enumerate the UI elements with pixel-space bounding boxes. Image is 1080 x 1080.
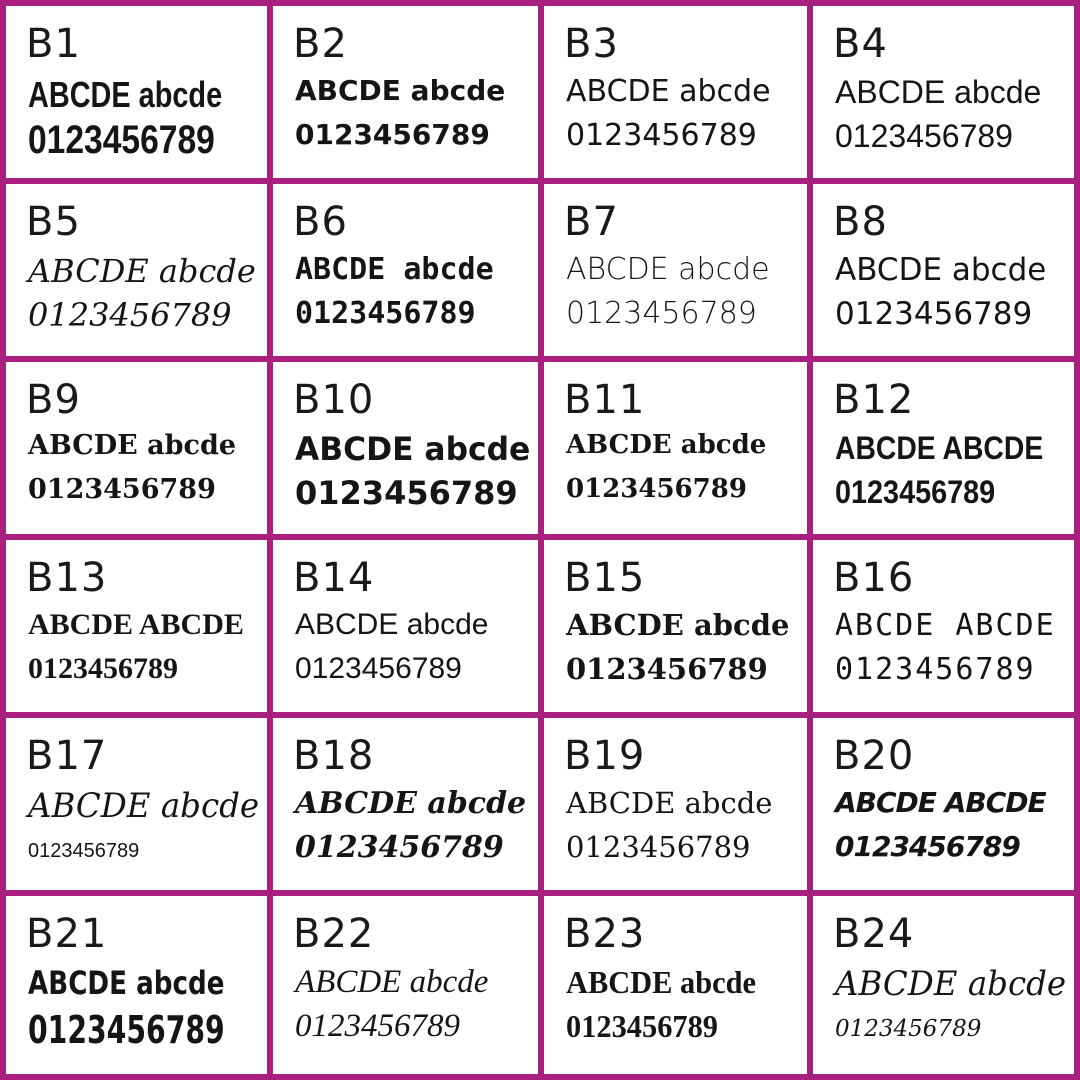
sample-digits: 0123456789 [566,830,751,864]
font-code: B9 [26,377,81,423]
font-code: B2 [293,21,348,67]
sample-letters: ABCDE abcde [295,252,494,287]
font-cell-b3[interactable] [544,6,807,178]
sample-digits: 0123456789 [835,652,1036,687]
sample-digits: 0123456789 [295,296,476,331]
font-cell-b20[interactable] [813,718,1074,890]
sample-letters: ABCDE abcde [28,964,225,1002]
sample-letters: ABCDE abcde [28,252,256,290]
sample-digits: 0123456789 [295,474,518,512]
font-cell-b10[interactable] [273,362,538,534]
font-cell-b18[interactable] [273,718,538,890]
font-cell-b17[interactable] [6,718,267,890]
font-cell-b22[interactable] [273,896,538,1074]
sample-letters: ABCDE ABCDE [28,608,244,641]
font-code: B17 [26,733,108,779]
font-code: B14 [293,555,375,601]
sample-digits: 0123456789 [566,118,757,153]
sample-letters: ABCDE abcde [566,964,757,1000]
font-cell-b1[interactable] [6,6,267,178]
font-code: B19 [564,733,646,779]
sample-letters: ABCDE abcde [835,74,1042,110]
sample-digits: 0123456789 [566,652,768,686]
font-code: B5 [26,199,81,245]
sample-digits: 0123456789 [28,296,232,334]
sample-letters: ABCDE abcde [295,430,531,468]
font-cell-b13[interactable] [6,540,267,712]
font-code: B4 [833,21,888,67]
font-code: B16 [833,555,915,601]
font-code: B11 [564,377,646,423]
font-cell-b8[interactable] [813,184,1074,356]
font-cell-b14[interactable] [273,540,538,712]
sample-digits: 0123456789 [835,296,1033,332]
font-cell-b24[interactable] [813,896,1074,1074]
sample-digits: 0123456789 [566,296,757,331]
sample-letters: ABCDE abcde [835,252,1047,288]
font-code: B6 [293,199,348,245]
font-code: B13 [26,555,108,601]
sample-digits: 0123456789 [28,118,215,162]
sample-digits: 0123456789 [835,1016,982,1042]
sample-letters: ABCDE abcde [28,786,260,826]
sample-digits: 0123456789 [28,1008,225,1052]
font-cell-b23[interactable] [544,896,807,1074]
sample-letters: ABCDE ABCDE [835,786,1046,819]
font-cell-b16[interactable] [813,540,1074,712]
sample-letters: ABCDE ABCDE [835,430,1044,466]
sample-letters: ABCDE abcde [566,74,771,109]
font-cell-b2[interactable] [273,6,538,178]
font-code: B24 [833,911,915,957]
font-code: B21 [26,911,108,957]
sample-digits: 0123456789 [566,474,747,504]
sample-digits: 0123456789 [295,118,490,151]
sample-digits: 0123456789 [835,474,996,510]
sample-digits: 0123456789 [295,1008,460,1044]
sample-digits: 0123456789 [835,118,1013,154]
font-code: B23 [564,911,646,957]
sample-letters: ABCDE abcde [295,964,489,1000]
font-code: B10 [293,377,375,423]
font-code: B18 [293,733,375,779]
sample-letters: ABCDE abcde [566,786,773,820]
font-code: B15 [564,555,646,601]
sample-letters: ABCDE ABCDE [835,608,1056,643]
font-code: B20 [833,733,915,779]
font-code: B22 [293,911,375,957]
font-cell-b9[interactable] [6,362,267,534]
font-cell-b6[interactable] [273,184,538,356]
sample-letters: ABCDE abcde [566,608,790,642]
sample-digits: 0123456789 [28,652,178,685]
font-code: B12 [833,377,915,423]
sample-letters: ABCDE abcde [295,608,489,641]
sample-letters: ABCDE abcde [28,74,223,115]
sample-letters: ABCDE abcde [566,252,770,287]
font-code: B3 [564,21,619,67]
sample-letters: ABCDE abcde [566,430,767,460]
sample-letters: ABCDE abcde [295,786,527,821]
font-cell-b12[interactable] [813,362,1074,534]
font-cell-b7[interactable] [544,184,807,356]
sample-digits: 0123456789 [835,830,1020,863]
font-code: B1 [26,21,81,67]
font-code: B8 [833,199,888,245]
sample-digits: 0123456789 [566,1008,718,1044]
font-cell-b15[interactable] [544,540,807,712]
sample-letters: ABCDE abcde [28,430,237,461]
sample-digits: 0123456789 [295,652,462,685]
font-cell-b19[interactable] [544,718,807,890]
sample-digits: 0123456789 [28,474,216,505]
sample-letters: ABCDE abcde [835,964,1067,1004]
font-cell-b5[interactable] [6,184,267,356]
sample-digits: 0123456789 [295,830,504,865]
font-code: B7 [564,199,619,245]
font-cell-b21[interactable] [6,896,267,1074]
sample-letters: ABCDE abcde [295,74,506,107]
font-cell-b11[interactable] [544,362,807,534]
font-cell-b4[interactable] [813,6,1074,178]
sample-digits: 0123456789 [28,840,140,862]
